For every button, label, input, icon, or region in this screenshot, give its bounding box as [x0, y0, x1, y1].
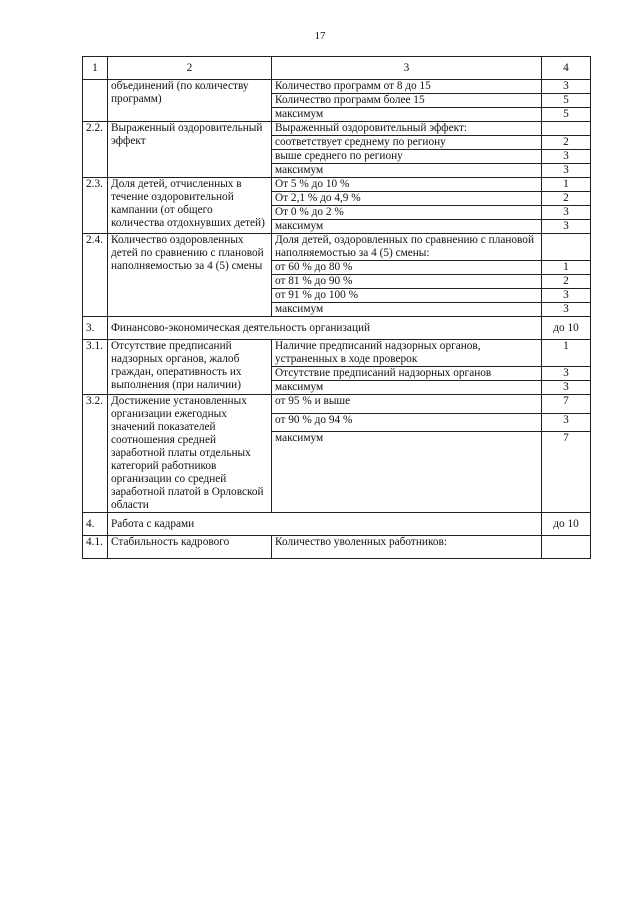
score-cell	[542, 122, 591, 136]
header-col-3: 3	[272, 57, 542, 80]
criterion-cell: от 60 % до 80 %	[272, 261, 542, 275]
row-number: 2.3.	[83, 178, 108, 234]
header-col-4: 4	[542, 57, 591, 80]
criterion-cell: От 2,1 % до 4,9 %	[272, 192, 542, 206]
score-cell: 3	[542, 289, 591, 303]
criterion-cell: выше среднего по региону	[272, 150, 542, 164]
indicator-cell: Отсутствие предписаний надзорных органов, жалоб граждан, оперативность их выполнения (при наличии)	[108, 340, 272, 395]
score-cell: 3	[542, 206, 591, 220]
score-cell: 2	[542, 275, 591, 289]
criterion-cell: Отсутствие предписаний надзорных органов	[272, 367, 542, 381]
row-number: 4.1.	[83, 536, 108, 559]
score-cell: 3	[542, 367, 591, 381]
criterion-cell: максимум	[272, 164, 542, 178]
criterion-cell: Доля детей, оздоровленных по сравнению с плановой наполняемостью за 4 (5) смены:	[272, 234, 542, 261]
indicator-cell: Количество оздоровленных детей по сравнению с плановой наполняемостью за 4 (5) смены	[108, 234, 272, 317]
page-number: 17	[314, 30, 326, 42]
score-cell: 2	[542, 136, 591, 150]
table-row	[83, 178, 591, 192]
table-row	[83, 340, 591, 367]
score-cell: 2	[542, 192, 591, 206]
score-cell: 3	[542, 381, 591, 395]
score-cell: 3	[542, 164, 591, 178]
criterion-cell: Количество уволенных работников:	[272, 536, 542, 559]
score-cell: 3	[542, 303, 591, 317]
indicator-cell: Доля детей, отчисленных в течение оздоровительной кампании (от общего количества отдохнувших детей)	[108, 178, 272, 234]
row-number	[83, 80, 108, 122]
criterion-cell: Количество программ более 15	[272, 94, 542, 108]
header-row	[83, 57, 591, 80]
section-title: Финансово-экономическая деятельность организаций	[108, 317, 542, 340]
criterion-cell: максимум	[272, 432, 542, 513]
table-row	[83, 234, 591, 261]
score-cell: 3	[542, 220, 591, 234]
table-row	[83, 536, 591, 559]
indicator-cell: Достижение установленных организации ежегодных значений показателей соотношения средней заработной платы отдельных категорий работников организации со средней заработной платой в Орловской области	[108, 395, 272, 513]
score-cell: до 10	[542, 513, 591, 536]
section-row	[83, 317, 591, 340]
row-number: 2.2.	[83, 122, 108, 178]
criterion-cell: от 90 % до 94 %	[272, 413, 542, 432]
table-row	[83, 122, 591, 136]
criterion-cell: максимум	[272, 108, 542, 122]
row-number: 3.1.	[83, 340, 108, 395]
criterion-cell: от 91 % до 100 %	[272, 289, 542, 303]
criterion-cell: максимум	[272, 303, 542, 317]
score-cell: 5	[542, 94, 591, 108]
criterion-cell: Количество программ от 8 до 15	[272, 80, 542, 94]
score-cell: 5	[542, 108, 591, 122]
criterion-cell: От 5 % до 10 %	[272, 178, 542, 192]
criterion-cell: максимум	[272, 220, 542, 234]
criterion-cell: От 0 % до 2 %	[272, 206, 542, 220]
score-cell: до 10	[542, 317, 591, 340]
indicator-cell: объединений (по количеству программ)	[108, 80, 272, 122]
criterion-cell: максимум	[272, 381, 542, 395]
score-cell: 7	[542, 432, 591, 513]
row-number: 3.	[83, 317, 108, 340]
row-number: 2.4.	[83, 234, 108, 317]
indicator-cell: Стабильность кадрового	[108, 536, 272, 559]
row-number: 3.2.	[83, 395, 108, 513]
score-cell: 1	[542, 340, 591, 367]
criterion-cell: от 95 % и выше	[272, 395, 542, 414]
criterion-cell: соответствует среднему по региону	[272, 136, 542, 150]
table-row	[83, 395, 591, 414]
table-row	[83, 80, 591, 94]
score-cell: 1	[542, 261, 591, 275]
section-title: Работа с кадрами	[108, 513, 542, 536]
criterion-cell: Наличие предписаний надзорных органов, устраненных в ходе проверок	[272, 340, 542, 367]
header-col-2: 2	[108, 57, 272, 80]
score-cell: 3	[542, 413, 591, 432]
header-col-1: 1	[83, 57, 108, 80]
score-cell	[542, 536, 591, 559]
criterion-cell: Выраженный оздоровительный эффект:	[272, 122, 542, 136]
criteria-table	[82, 56, 591, 559]
score-cell: 3	[542, 150, 591, 164]
score-cell	[542, 234, 591, 261]
score-cell: 7	[542, 395, 591, 414]
indicator-cell: Выраженный оздоровительный эффект	[108, 122, 272, 178]
score-cell: 3	[542, 80, 591, 94]
criterion-cell: от 81 % до 90 %	[272, 275, 542, 289]
section-row	[83, 513, 591, 536]
row-number: 4.	[83, 513, 108, 536]
score-cell: 1	[542, 178, 591, 192]
